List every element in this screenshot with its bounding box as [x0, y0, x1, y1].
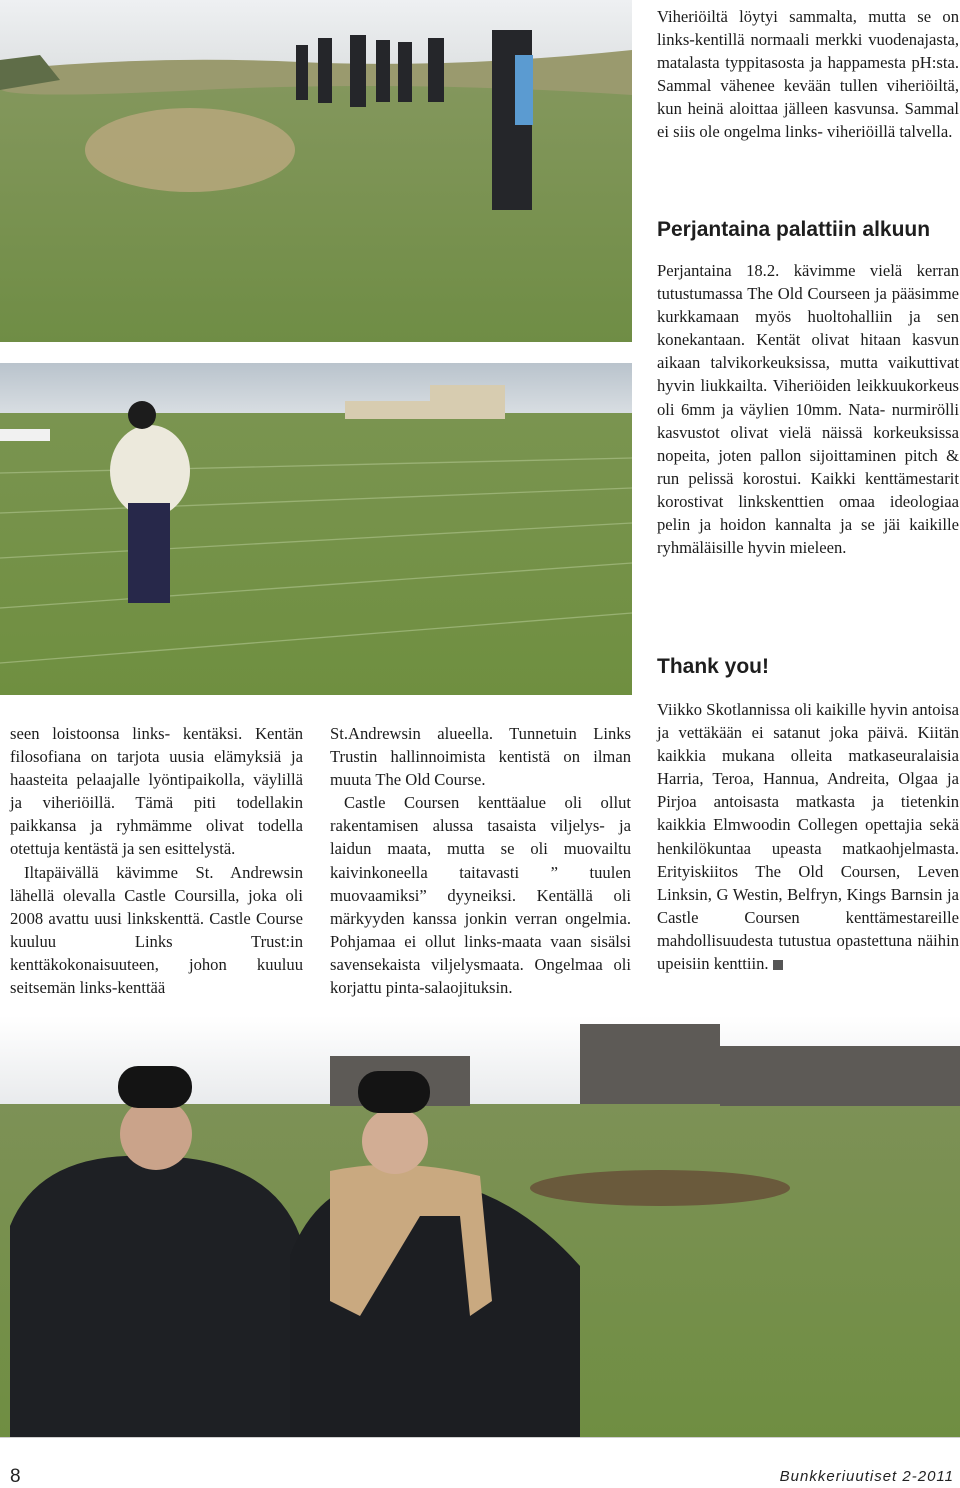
middle-column — [330, 722, 631, 999]
friday-column — [657, 259, 959, 559]
middle-paragraph-1: St.Andrewsin alueella. Tunnetuin Links Trustin hallinnoimista kentistä on ilman muuta The Old Course. — [330, 724, 631, 790]
middle-paragraph-2: Castle Coursen kenttäalue oli ollut rakentamisen alussa tasaista viljelys- ja laidun maata, mutta se oli muovailtu kaivinkoneella taitavasti ” tuulen muovaamiksi” dyyneiksi. Kentällä oli märkyyden kanssa jonkin verran ongelmia. Pohjamaa ei ollut links-maata vaan sisälsi savensekaista viljelysmaata. Ongelmaa oli korjattu pinta-salaojituksin. — [330, 793, 631, 998]
thank-you-column — [657, 698, 959, 975]
thank-you-paragraph: Viikko Skotlannissa oli kaikille hyvin antoisa ja vettäkään ei satanut joka päivä. Kiitän kaikkia mukana olleita matkaseuralaisia Harria, Teroa, Hannua, Andreita, Olgaa ja Pirjoa antoisasta matkasta ja tietenkin kaikkia Elmwoodin Collegen opettajia sekä henkilökuntaa upeasta matkaohjelmasta. Erityiskiitos The Old Coursen, Leven Linksin, G Westin, Belfryn, Kings Barnsin ja Castle Coursen kenttämestareille mahdollisuudesta tutustua opastettuna näihin upeisiin kenttiin. — [657, 700, 959, 974]
photo-two-people-st-andrews — [0, 1016, 960, 1437]
left-paragraph-1: seen loistoonsa links- kentäksi. Kentän filosofiana on tarjota uusia elämyksiä ja haasteita pelaajalle lyöntipaikolla, väylillä ja viheriöillä. Tämä piti todellakin paikkansa ja ryhmämme olivat todella otettuja kentästä ja sen esittelystä. — [10, 724, 303, 859]
left-paragraph-2: Iltapäivällä kävimme St. Andrewsin lähellä olevalla Castle Coursilla, joka oli 2008 avattu uusi linkskenttä. Castle Course kuuluu Links Trust:in kenttäkokonaisuuteen, johon kuuluu seitsemän links-kenttää — [10, 862, 303, 998]
page-number: 8 — [10, 1466, 21, 1487]
photo-group-on-fairway — [0, 0, 632, 342]
friday-paragraph: Perjantaina 18.2. kävimme vielä kerran tutustumassa The Old Courseen ja pääsimme kurkkamaan myös huoltohalliin ja sen konekantaan. Kentät olivat hitaan kasvun aikaan talvikorkeuksissa, mutta vaikuttivat hyvin liukkailta. Viheriöiden leikkuukorkeus oli 6mm ja väylien 10mm. Nata- nurmirölli kasvustot olivat vielä näissä korkeuksissa nopeita, joten pallon sijoittaminen pitch & run pelissä korostui. Kaikki kenttämestarit korostivat linkskenttien omaa ideologiaa pelin ja hoidon kannalta ja se jäi kaikille ryhmäläisille hyvin mieleen. — [657, 261, 959, 558]
moss-paragraph: Viheriöiltä löytyi sammalta, mutta se on links-kentillä normaali merkki vuodenajasta, matalasta typpitasosta ja happamesta pH:sta. Sammal vähenee kevään tullen viheriöiltä, kun heinä aloittaa jälleen kasvunsa. Sammal ei siis ole ongelma links- viheriöillä talvella. — [657, 7, 959, 142]
friday-heading: Perjantaina palattiin alkuun — [657, 218, 931, 241]
left-column — [10, 722, 303, 999]
photo-man-old-course — [0, 363, 632, 695]
magazine-name: Bunkkeriuutiset 2-2011 — [779, 1468, 954, 1485]
thank-you-heading: Thank you! — [657, 655, 770, 678]
footer-rule — [0, 1437, 960, 1438]
end-mark-icon — [773, 960, 783, 970]
intro-column — [657, 5, 959, 144]
